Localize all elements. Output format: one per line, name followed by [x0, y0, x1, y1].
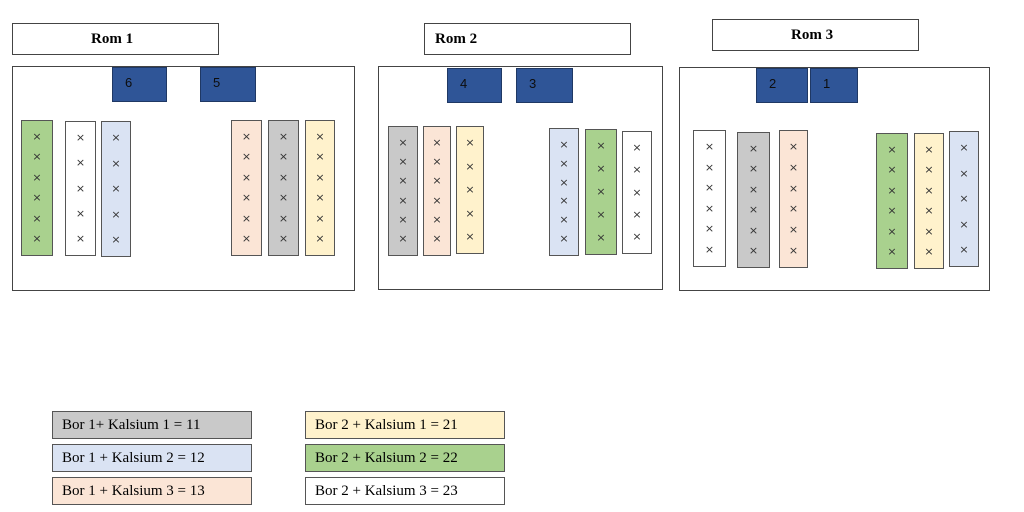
- room-1-box: [12, 66, 355, 291]
- plant-mark: ×: [596, 231, 606, 244]
- pot-grey: [388, 126, 418, 256]
- plant-mark: ×: [315, 150, 325, 163]
- plant-mark: ×: [111, 208, 121, 221]
- plant-mark: ×: [704, 140, 715, 153]
- plant-mark: ×: [924, 143, 934, 156]
- tank-3: 3: [516, 68, 573, 103]
- plant-mark: ×: [924, 163, 934, 176]
- plant-mark: ×: [596, 139, 606, 152]
- plant-mark: ×: [788, 223, 799, 236]
- plant-mark: ×: [924, 225, 934, 238]
- plant-mark: ×: [398, 232, 408, 245]
- plant-mark: ×: [111, 182, 121, 195]
- plant-mark: ×: [241, 232, 252, 245]
- pot-peach: [231, 120, 262, 256]
- plant-mark: ×: [887, 184, 897, 197]
- plant-mark: ×: [887, 245, 897, 258]
- plant-mark: ×: [559, 194, 569, 207]
- plant-mark: ×: [32, 191, 42, 204]
- plant-mark: ×: [924, 204, 934, 217]
- pot-grey: [268, 120, 299, 256]
- plant-mark: ×: [559, 157, 569, 170]
- plant-mark: ×: [278, 130, 289, 143]
- legend-item-11: Bor 1+ Kalsium 1 = 11: [52, 411, 252, 439]
- pot-green: [876, 133, 908, 269]
- plant-mark: ×: [887, 204, 897, 217]
- pot-green: [21, 120, 53, 256]
- plant-mark: ×: [315, 130, 325, 143]
- tank-4: 4: [447, 68, 502, 103]
- plant-mark: ×: [398, 213, 408, 226]
- tank-5: 5: [200, 67, 256, 102]
- plant-mark: ×: [241, 212, 252, 225]
- legend-item-12: Bor 1 + Kalsium 2 = 12: [52, 444, 252, 472]
- plant-mark: ×: [559, 232, 569, 245]
- plant-mark: ×: [432, 194, 442, 207]
- plant-mark: ×: [465, 230, 475, 243]
- plant-mark: ×: [398, 194, 408, 207]
- plant-mark: ×: [75, 182, 86, 195]
- plant-mark: ×: [959, 218, 969, 231]
- plant-mark: ×: [788, 202, 799, 215]
- plant-mark: ×: [432, 213, 442, 226]
- plant-mark: ×: [959, 192, 969, 205]
- pot-blue: [101, 121, 131, 257]
- plant-mark: ×: [75, 131, 86, 144]
- room-3-title: Rom 3: [712, 19, 919, 51]
- tank-2: 2: [756, 68, 808, 103]
- plant-mark: ×: [748, 162, 759, 175]
- plant-mark: ×: [465, 136, 475, 149]
- plant-mark: ×: [465, 183, 475, 196]
- plant-mark: ×: [278, 150, 289, 163]
- plant-mark: ×: [75, 232, 86, 245]
- plant-mark: ×: [111, 233, 121, 246]
- tank-6: 6: [112, 67, 167, 102]
- plant-mark: ×: [559, 138, 569, 151]
- plant-mark: ×: [241, 130, 252, 143]
- plant-mark: ×: [632, 186, 642, 199]
- plant-mark: ×: [596, 208, 606, 221]
- plant-mark: ×: [278, 212, 289, 225]
- plant-mark: ×: [632, 141, 642, 154]
- pot-yellow: [456, 126, 484, 254]
- pot-grey: [737, 132, 770, 268]
- plant-mark: ×: [788, 244, 799, 257]
- plant-mark: ×: [632, 208, 642, 221]
- plant-mark: ×: [278, 232, 289, 245]
- legend-item-23: Bor 2 + Kalsium 3 = 23: [305, 477, 505, 505]
- plant-mark: ×: [887, 143, 897, 156]
- plant-mark: ×: [748, 183, 759, 196]
- plant-mark: ×: [704, 202, 715, 215]
- pot-white: [693, 130, 726, 267]
- pot-peach: [779, 130, 808, 268]
- pot-blue: [949, 131, 979, 267]
- plant-mark: ×: [398, 155, 408, 168]
- plant-mark: ×: [748, 224, 759, 237]
- plant-mark: ×: [398, 174, 408, 187]
- plant-mark: ×: [887, 163, 897, 176]
- plant-mark: ×: [75, 207, 86, 220]
- plant-mark: ×: [278, 171, 289, 184]
- pot-yellow: [305, 120, 335, 256]
- plant-mark: ×: [241, 150, 252, 163]
- plant-mark: ×: [111, 131, 121, 144]
- plant-mark: ×: [278, 191, 289, 204]
- plant-mark: ×: [959, 141, 969, 154]
- plant-mark: ×: [788, 140, 799, 153]
- plant-mark: ×: [924, 245, 934, 258]
- plant-mark: ×: [398, 136, 408, 149]
- legend-item-21: Bor 2 + Kalsium 1 = 21: [305, 411, 505, 439]
- plant-mark: ×: [748, 142, 759, 155]
- plant-mark: ×: [704, 161, 715, 174]
- pot-peach: [423, 126, 451, 256]
- plant-mark: ×: [465, 207, 475, 220]
- room-1-title: Rom 1: [12, 23, 219, 55]
- plant-mark: ×: [596, 185, 606, 198]
- pot-green: [585, 129, 617, 255]
- plant-mark: ×: [32, 171, 42, 184]
- plant-mark: ×: [111, 157, 121, 170]
- plant-mark: ×: [315, 171, 325, 184]
- plant-mark: ×: [596, 162, 606, 175]
- plant-mark: ×: [559, 176, 569, 189]
- plant-mark: ×: [241, 171, 252, 184]
- plant-mark: ×: [704, 222, 715, 235]
- plant-mark: ×: [32, 130, 42, 143]
- plant-mark: ×: [32, 232, 42, 245]
- legend-item-13: Bor 1 + Kalsium 3 = 13: [52, 477, 252, 505]
- room-2-title: Rom 2: [424, 23, 631, 55]
- pot-blue: [549, 128, 579, 256]
- plant-mark: ×: [315, 232, 325, 245]
- plant-mark: ×: [748, 244, 759, 257]
- plant-mark: ×: [32, 212, 42, 225]
- plant-mark: ×: [315, 212, 325, 225]
- plant-mark: ×: [704, 243, 715, 256]
- pot-yellow: [914, 133, 944, 269]
- legend-item-22: Bor 2 + Kalsium 2 = 22: [305, 444, 505, 472]
- plant-mark: ×: [241, 191, 252, 204]
- plant-mark: ×: [465, 160, 475, 173]
- plant-mark: ×: [432, 136, 442, 149]
- plant-mark: ×: [959, 167, 969, 180]
- plant-mark: ×: [559, 213, 569, 226]
- plant-mark: ×: [432, 174, 442, 187]
- plant-mark: ×: [924, 184, 934, 197]
- plant-mark: ×: [887, 225, 897, 238]
- plant-mark: ×: [632, 230, 642, 243]
- plant-mark: ×: [704, 181, 715, 194]
- plant-mark: ×: [959, 243, 969, 256]
- plant-mark: ×: [432, 232, 442, 245]
- plant-mark: ×: [748, 203, 759, 216]
- tank-1: 1: [810, 68, 858, 103]
- plant-mark: ×: [632, 163, 642, 176]
- plant-mark: ×: [75, 156, 86, 169]
- plant-mark: ×: [788, 161, 799, 174]
- plant-mark: ×: [432, 155, 442, 168]
- plant-mark: ×: [788, 182, 799, 195]
- plant-mark: ×: [32, 150, 42, 163]
- plant-mark: ×: [315, 191, 325, 204]
- pot-white: [65, 121, 96, 256]
- pot-white: [622, 131, 652, 254]
